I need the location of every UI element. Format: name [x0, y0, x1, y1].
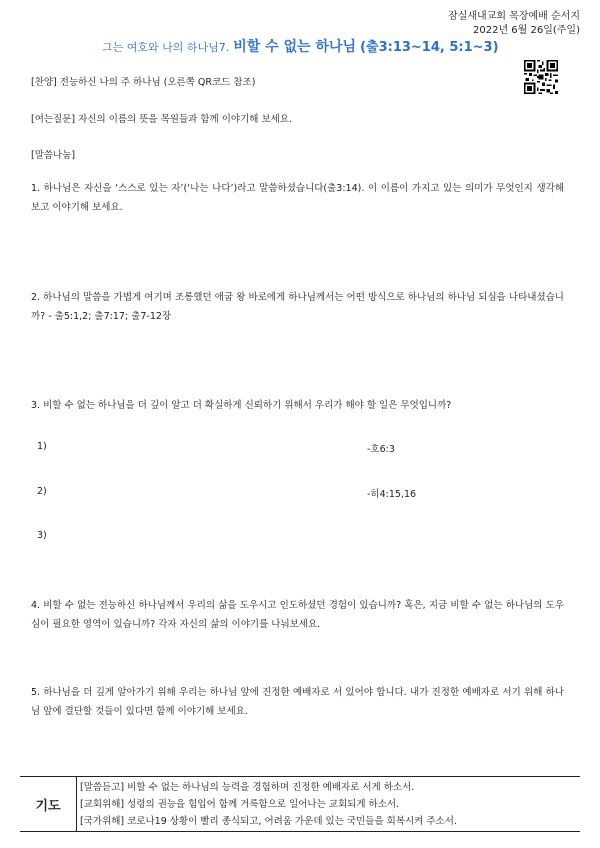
q3-item-reference: -히4:15,16	[367, 489, 417, 500]
prayer-label: 기도	[20, 777, 77, 831]
prayer-item: [교회위해] 성령의 권능을 힘입어 함께 거룩함으로 일어나는 교회되게 하소서.	[80, 799, 400, 810]
question-4: 4. 비할 수 없는 전능하신 하나님께서 우리의 삶을 도우시고 인도하셨던 경험이 있습니까? 혹은, 지금 비할 수 없는 하나님의 도우심이 필요한 영역이 있습니까? 각자 자신의 삶의 이야기를 나눠보세요.	[31, 600, 564, 630]
prayer-item: [말씀듣고] 비할 수 없는 하나님의 능력을 경험하며 진정한 예배자로 서게 하소서.	[80, 782, 415, 793]
praise-line: [찬양] 전능하신 나의 주 하나님 (오른쪽 QR코드 참조)	[31, 77, 256, 88]
prayer-list	[80, 779, 580, 830]
question-1: 1. 하나님은 자신을 ‘스스로 있는 자’(‘나는 나다’)라고 말씀하셨습니다(출3:14). 이 이름이 가지고 있는 의미가 무엇인지 생각해보고 이야기해 보세요.	[31, 183, 564, 213]
opening-question: [여는질문] 자신의 이름의 뜻을 목원들과 함께 이야기해 보세요.	[31, 114, 292, 125]
question-3: 3. 비할 수 없는 하나님을 더 깊이 알고 더 확실하게 신뢰하기 위해서 우리가 해야 할 일은 무엇입니까?	[31, 400, 452, 411]
q3-item-reference: -호6:3	[367, 444, 395, 455]
question-2: 2. 하나님의 말씀을 가볍게 여기며 조롱했던 애굽 왕 바로에게 하나님께서는 어떤 방식으로 하나님의 하나님 되심을 나타내셨습니까? - 출5:1,2; 출7:17; 출7-12장	[31, 292, 564, 322]
series-title: 그는 여호와 나의 하나님7.	[102, 41, 230, 54]
header	[448, 10, 580, 38]
page-title	[102, 36, 499, 56]
prayer-box	[20, 776, 580, 832]
sermon-title: 비할 수 없는 하나님	[233, 39, 357, 55]
service-date: 2022년 6월 26일(주일)	[473, 25, 580, 36]
scripture-reference: (출3:13~14, 5:1~3)	[360, 40, 499, 55]
q3-item-number: 1)	[37, 441, 47, 452]
q3-item-number: 2)	[37, 486, 47, 497]
qr-code-icon[interactable]	[524, 60, 558, 94]
sharing-heading: [말씀나눔]	[31, 150, 76, 161]
prayer-item: [국가위해] 코로나19 상황이 빨리 종식되고, 어려움 가운데 있는 국민들을 회복시켜 주소서.	[80, 816, 457, 827]
church-name: 잠실새내교회 목장예배 순서지	[448, 11, 580, 22]
question-5: 5. 하나님을 더 깊게 알아가기 위해 우리는 하나님 앞에 진정한 예배자로 서 있어야 합니다. 내가 진정한 예배자로 서기 위해 하나님 앞에 결단할 것들이 있다면 함께 이야기해 보세요.	[31, 687, 564, 717]
q3-item-number: 3)	[37, 530, 47, 541]
